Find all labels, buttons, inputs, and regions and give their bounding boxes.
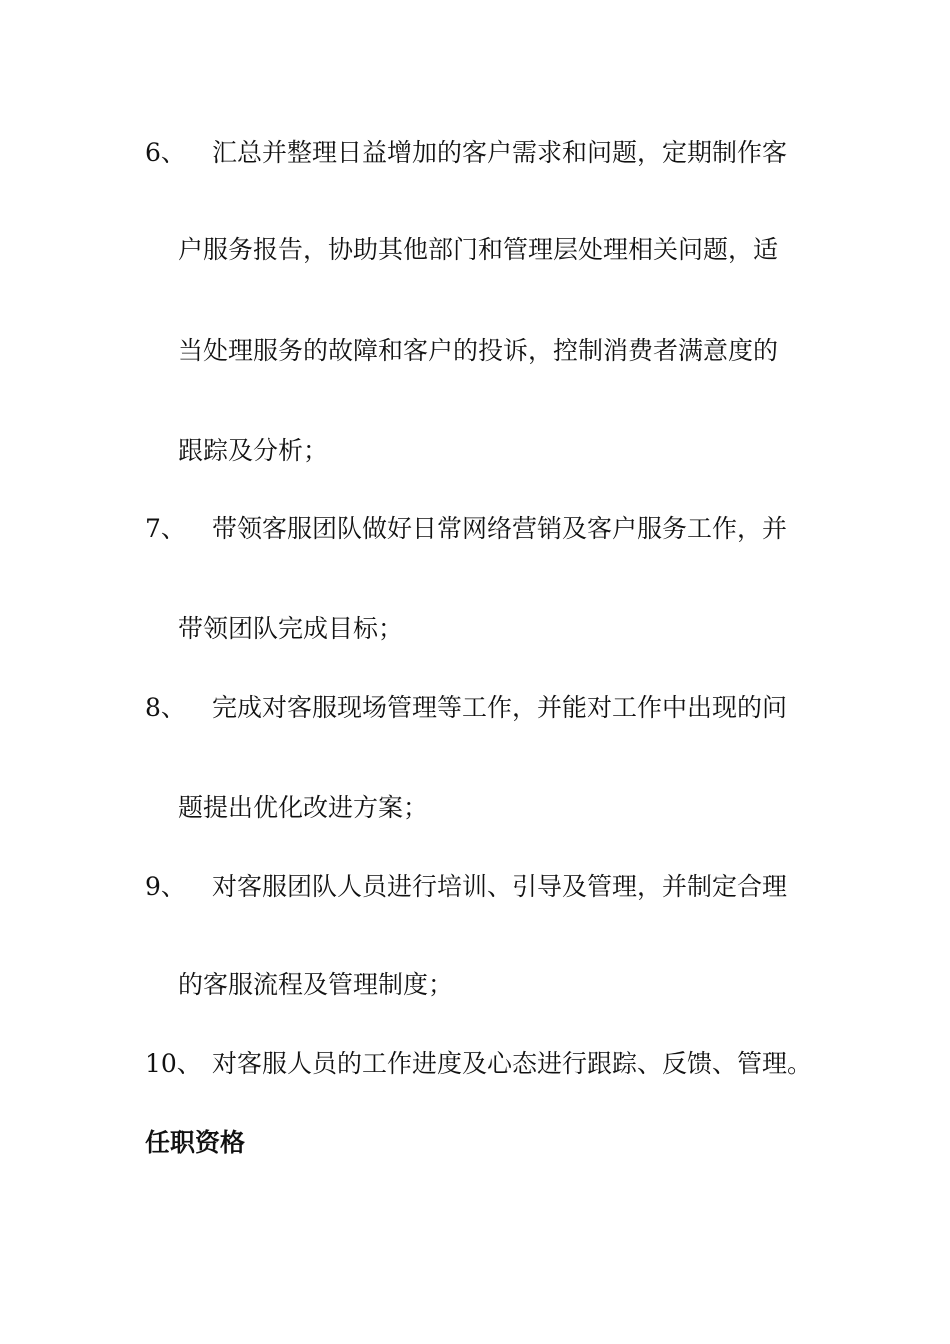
list-text: 汇总并整理日益增加的客户需求和问题，定期制作客 [212, 138, 788, 167]
list-item-8-line-1 [0, 690, 950, 726]
section-heading: 任职资格 [145, 1128, 246, 1157]
list-item-6-line-1 [0, 135, 950, 171]
list-item-7-line-2 [0, 611, 950, 647]
list-text: 户服务报告，协助其他部门和管理层处理相关问题，适 [178, 235, 779, 264]
list-item-6-line-2 [0, 232, 950, 268]
list-item-8-line-2 [0, 790, 950, 826]
list-item-6-line-4 [0, 433, 950, 469]
list-text: 跟踪及分析； [178, 436, 329, 465]
list-item-9-line-2 [0, 967, 950, 1003]
list-item-7-line-1 [0, 511, 950, 547]
list-number: 9、 [145, 872, 186, 901]
list-text: 当处理服务的故障和客户的投诉，控制消费者满意度的 [178, 336, 779, 365]
list-number: 10、 [145, 1049, 202, 1078]
list-text: 完成对客服现场管理等工作，并能对工作中出现的问 [212, 693, 788, 722]
list-text: 对客服人员的工作进度及心态进行跟踪、反馈、管理。 [212, 1049, 813, 1078]
list-number: 8、 [145, 693, 186, 722]
list-item-10-line-1 [0, 1046, 950, 1082]
list-text: 对客服团队人员进行培训、引导及管理，并制定合理 [212, 872, 788, 901]
list-item-6-line-3 [0, 333, 950, 369]
list-number: 6、 [145, 138, 186, 167]
list-text: 的客服流程及管理制度； [178, 970, 454, 999]
list-item-9-line-1 [0, 869, 950, 905]
list-text: 带领团队完成目标； [178, 614, 404, 643]
list-text: 题提出优化改进方案； [178, 793, 429, 822]
list-text: 带领客服团队做好日常网络营销及客户服务工作，并 [212, 514, 788, 543]
list-number: 7、 [145, 514, 186, 543]
